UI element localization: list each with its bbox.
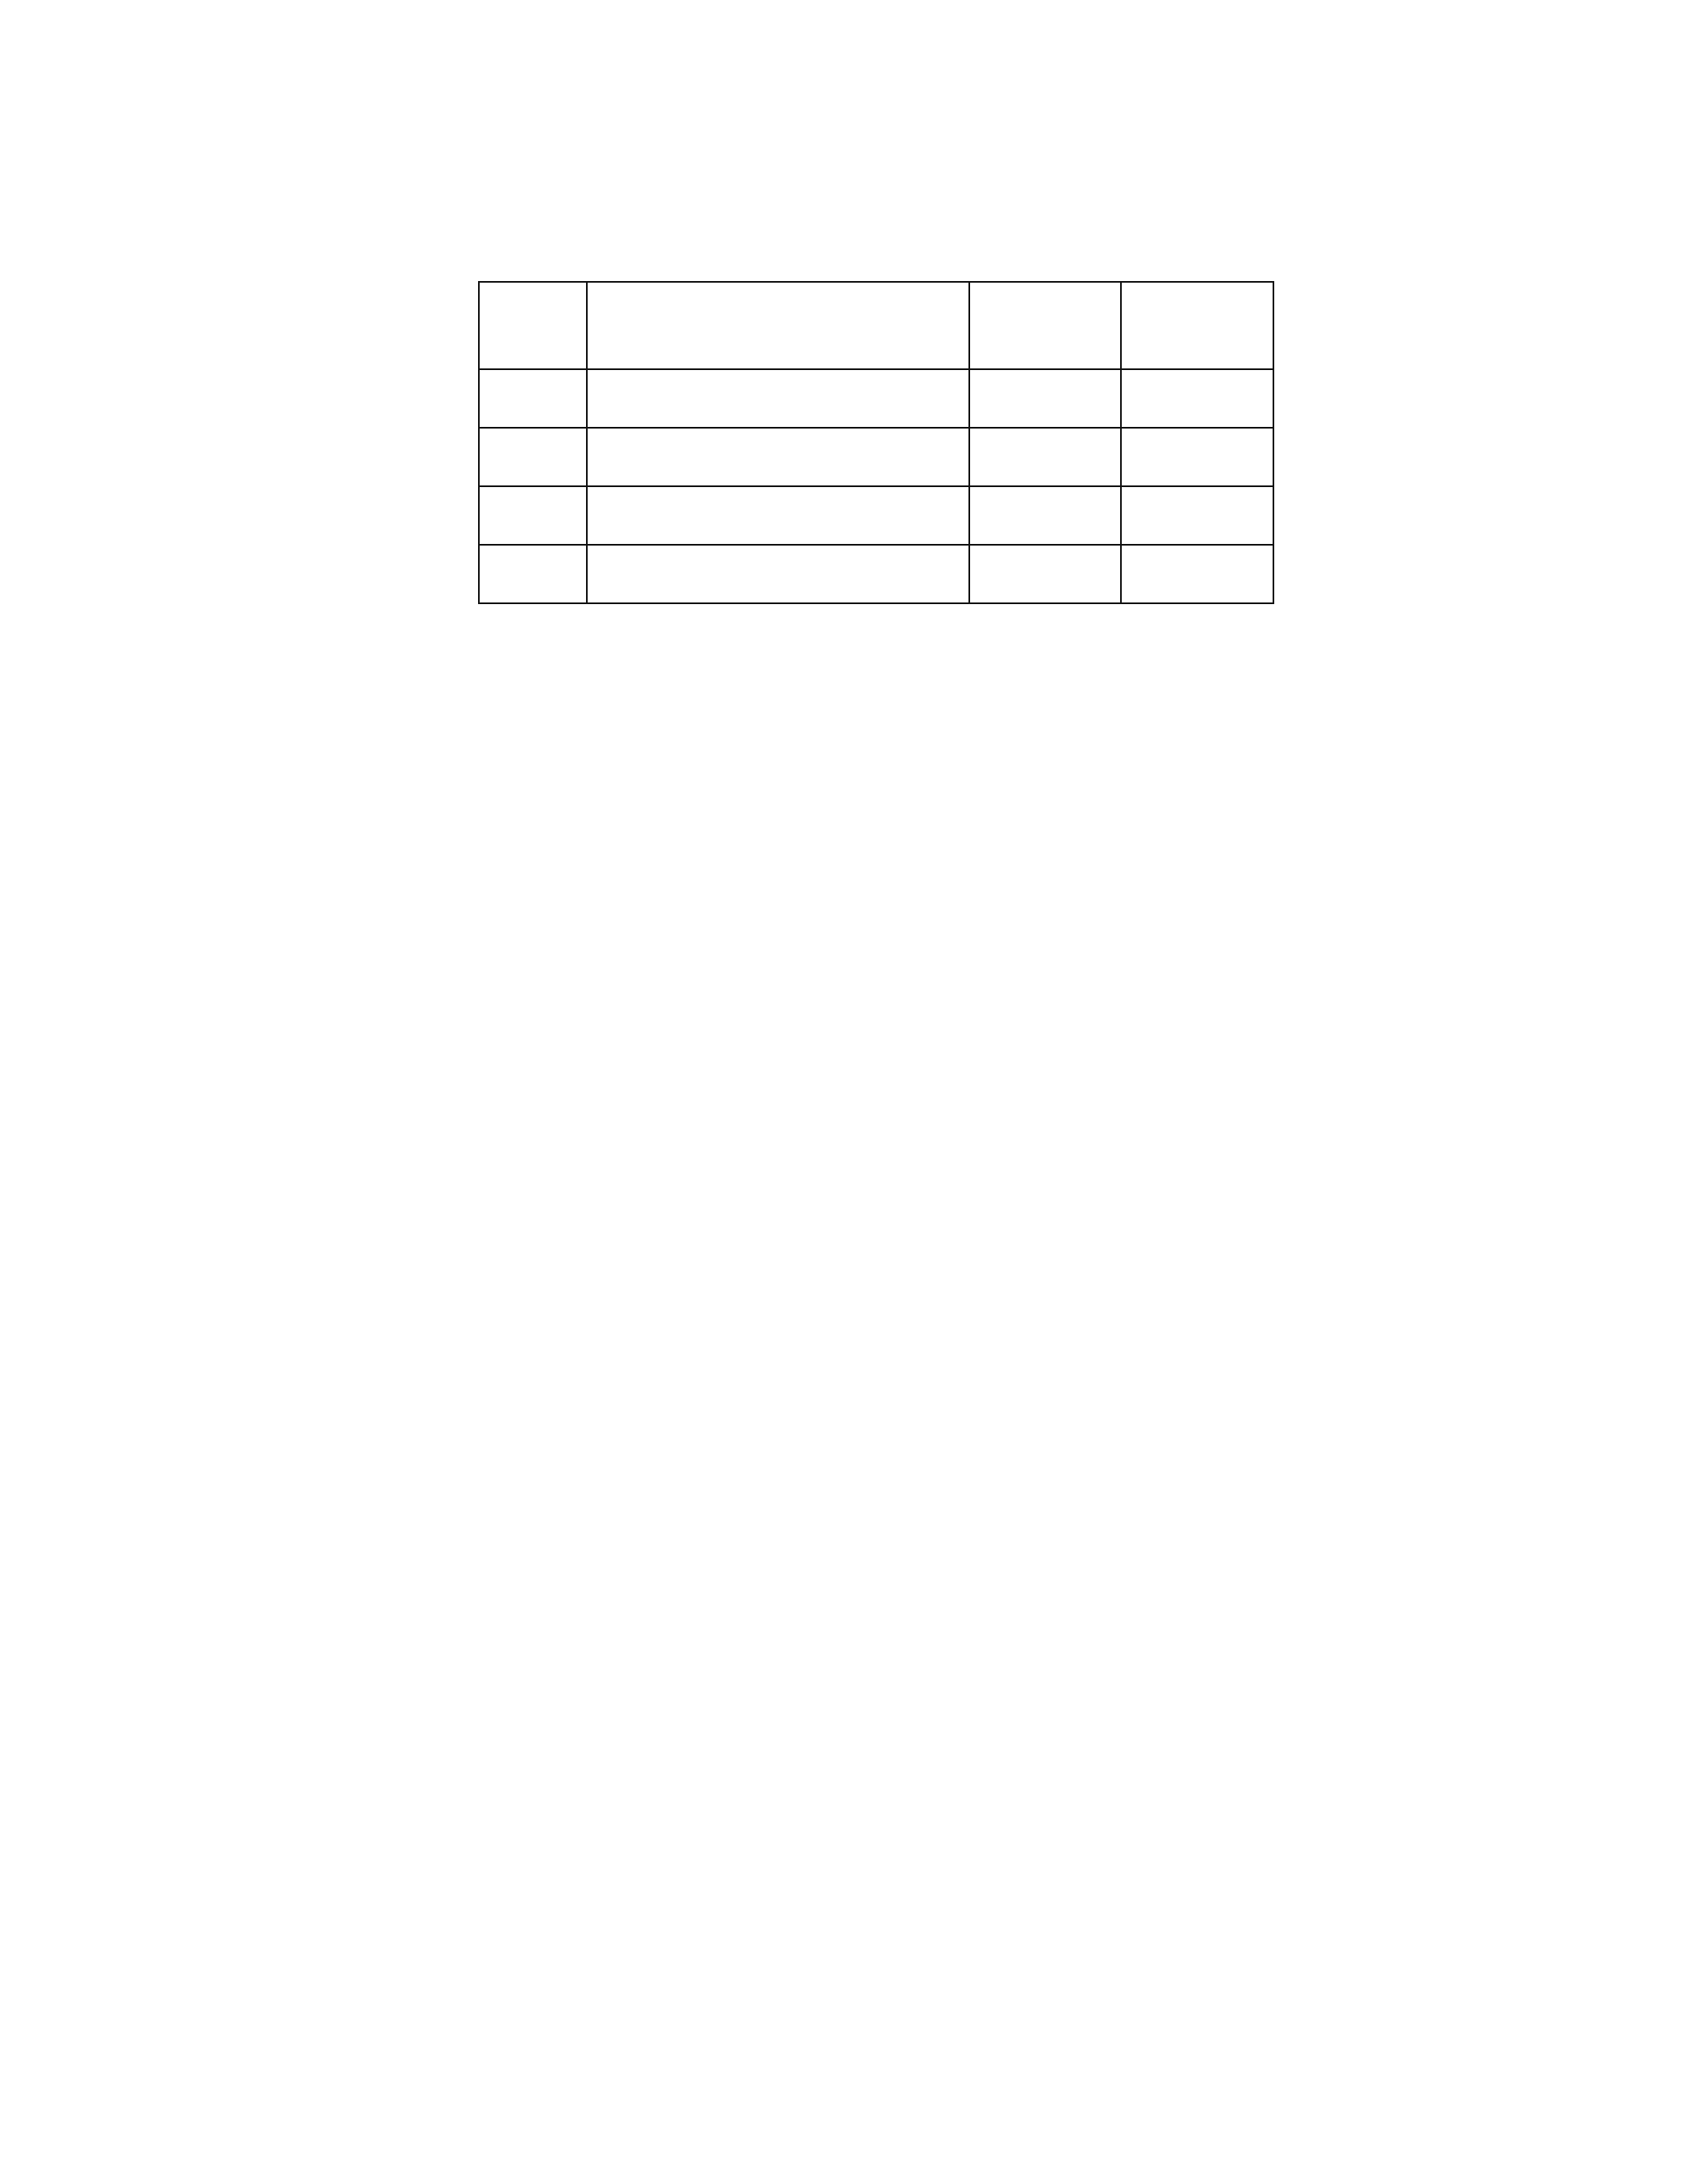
table-header-cell bbox=[969, 282, 1122, 369]
table-header-cell bbox=[479, 282, 587, 369]
table-row bbox=[479, 545, 1273, 603]
table-cell bbox=[587, 486, 969, 545]
table-cell bbox=[587, 369, 969, 428]
table-cell bbox=[587, 545, 969, 603]
table-header-cell bbox=[1121, 282, 1273, 369]
table-cell bbox=[587, 428, 969, 486]
table-cell bbox=[1121, 545, 1273, 603]
table-row bbox=[479, 428, 1273, 486]
table-row bbox=[479, 369, 1273, 428]
table-cell bbox=[969, 428, 1122, 486]
table-cell bbox=[479, 428, 587, 486]
table-row bbox=[479, 486, 1273, 545]
table-cell bbox=[479, 369, 587, 428]
runtime-line-chart bbox=[544, 1005, 1170, 1401]
table-header-cell bbox=[587, 282, 969, 369]
table-cell bbox=[479, 486, 587, 545]
table-cell bbox=[1121, 428, 1273, 486]
table-header-row bbox=[479, 282, 1273, 369]
table-cell bbox=[1121, 486, 1273, 545]
table-cell bbox=[969, 545, 1122, 603]
table-cell bbox=[479, 545, 587, 603]
characteristics-table bbox=[478, 281, 1274, 604]
table-cell bbox=[969, 369, 1122, 428]
table-cell bbox=[969, 486, 1122, 545]
table-cell bbox=[1121, 369, 1273, 428]
